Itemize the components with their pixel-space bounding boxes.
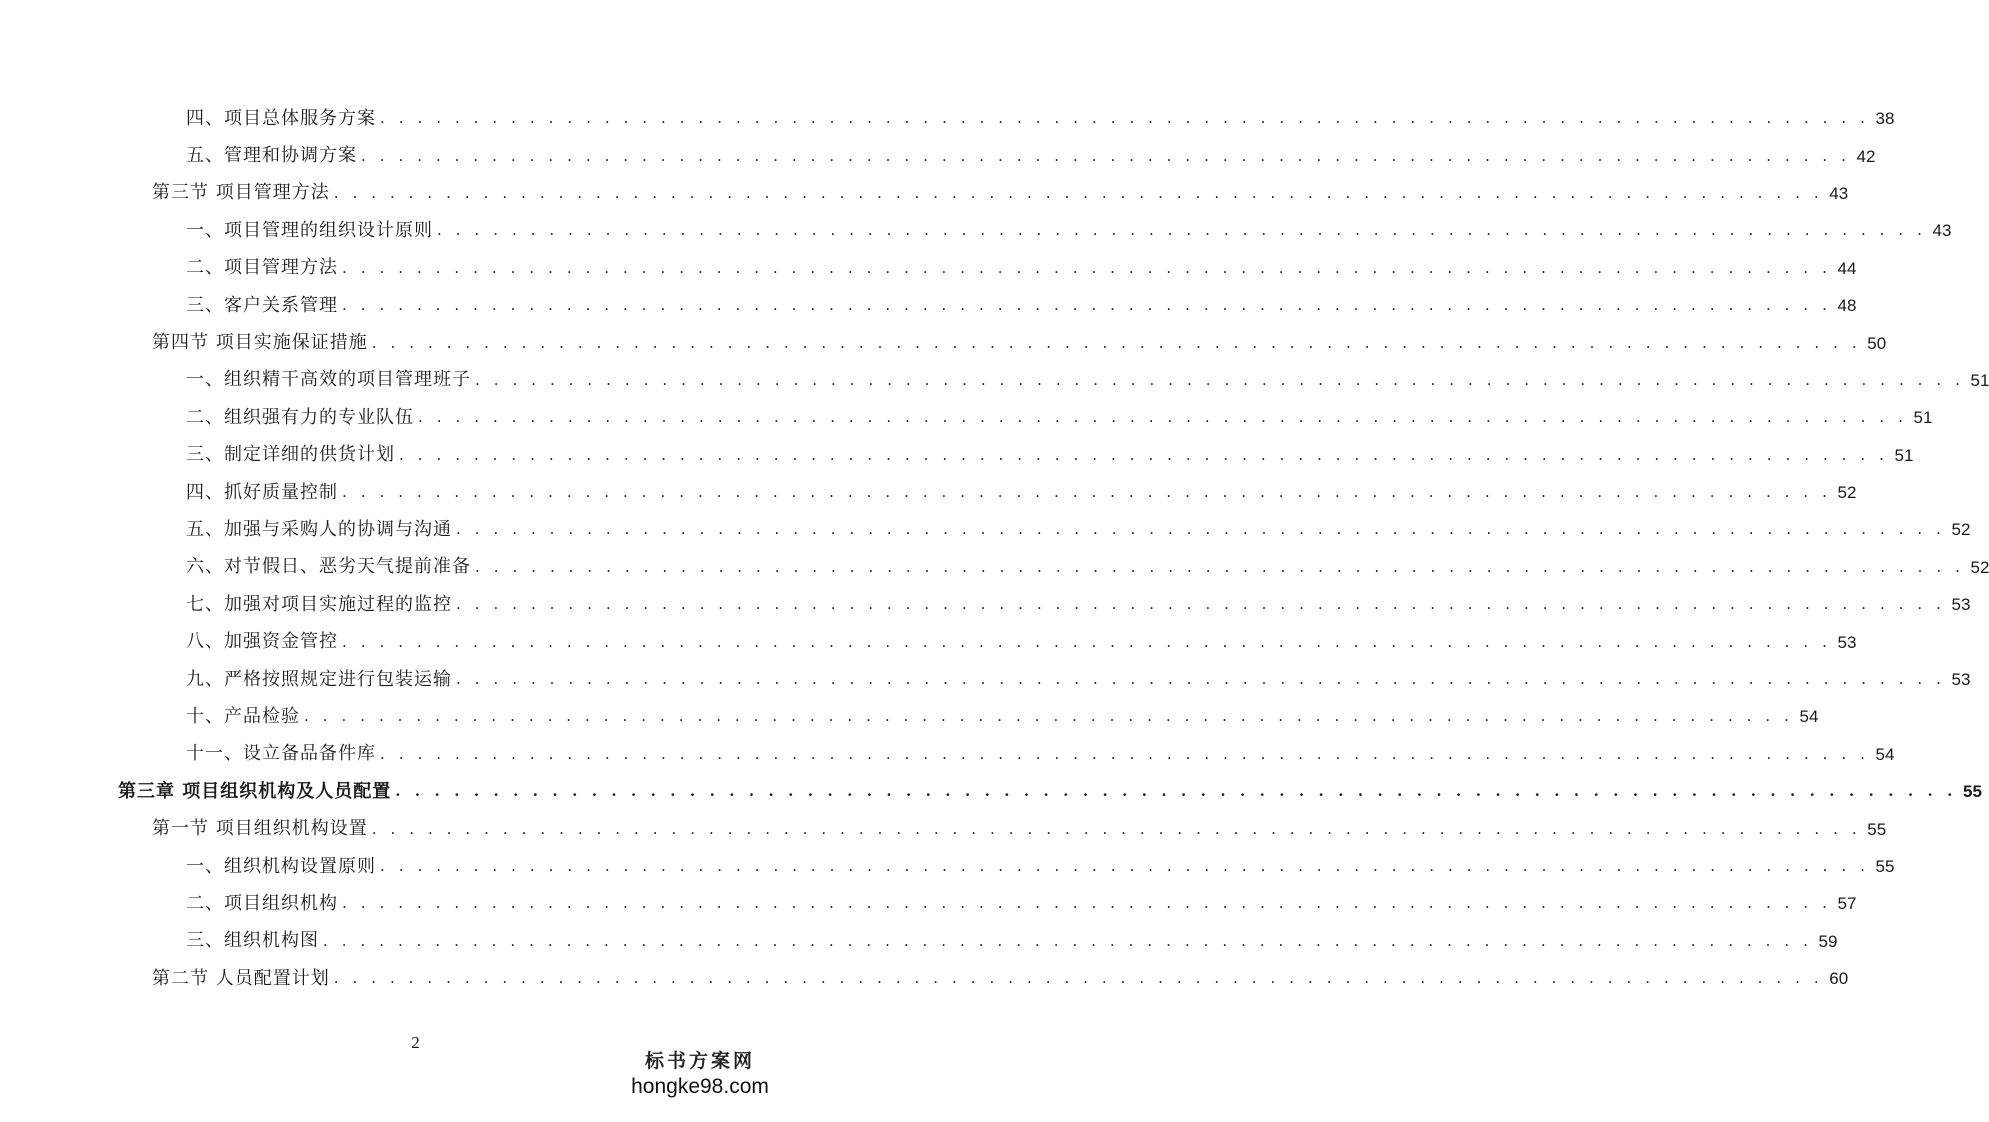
toc-entry[interactable] [0, 810, 1887, 847]
toc-entry[interactable] [0, 549, 1989, 586]
toc-entry-page: 43 [1829, 183, 1849, 203]
toc-entry-page: 43 [1932, 221, 1952, 241]
toc-dot-leader: . . . . . . . . . . . . . . . . . . . . . . . . . . . . . . . . . . . . . . . . . . . . . . . . . . . . . . . . . . . . . . . . . . . . . . . . . . . . . . . . [380, 744, 1870, 763]
toc-entry[interactable] [0, 623, 1857, 660]
toc-dot-leader: . . . . . . . . . . . . . . . . . . . . . . . . . . . . . . . . . . . . . . . . . . . . . . . . . . . . . . . . . . . . . . . . . . . . . . . . . . . . . . . . [333, 969, 1824, 988]
toc-entry-page: 51 [1970, 370, 1989, 390]
toc-entry-page: 54 [1875, 744, 1895, 764]
toc-dot-leader: . . . . . . . . . . . . . . . . . . . . . . . . . . . . . . . . . . . . . . . . . . . . . . . . . . . . . . . . . . . . . . . . . . . . . . . . . . . . . . . . [418, 408, 1908, 427]
toc-dot-leader: . . . . . . . . . . . . . . . . . . . . . . . . . . . . . . . . . . . . . . . . . . . . . . . . . . . . . . . . . . . . . . . . . . . . . . . . . . . . . . . . [456, 520, 1946, 539]
toc-entry-page: 42 [1856, 146, 1876, 166]
toc-entry[interactable] [0, 137, 1876, 174]
toc-entry[interactable] [0, 399, 1933, 436]
toc-entry-label: 一、组织机构设置原则 [186, 858, 380, 876]
toc-entry-page: 52 [1837, 483, 1857, 503]
toc-entry-label: 十、产品检验 [186, 708, 304, 726]
toc-entry-label: 四、项目总体服务方案 [186, 110, 380, 128]
toc-dot-leader: . . . . . . . . . . . . . . . . . . . . . . . . . . . . . . . . . . . . . . . . . . . . . . . . . . . . . . . . . . . . . . . . . . . . . . . . . . . . . . . . [399, 445, 1889, 464]
toc-entry[interactable] [0, 437, 1914, 474]
toc-entry-label: 二、项目组织机构 [186, 895, 342, 913]
toc-entry[interactable] [0, 586, 1971, 623]
toc-entry-label: 十一、设立备品备件库 [186, 745, 380, 763]
toc-entry[interactable] [0, 250, 1857, 287]
toc-entry-label: 一、组织精干高效的项目管理班子 [186, 371, 475, 389]
toc-entry[interactable] [0, 661, 1971, 698]
toc-entry[interactable] [0, 324, 1887, 361]
watermark [625, 1048, 775, 1110]
page-number: 2 [411, 1033, 420, 1052]
watermark-url: hongke98.com [631, 1075, 769, 1098]
toc-entry-label: 三、客户关系管理 [186, 297, 342, 315]
toc-dot-leader: . . . . . . . . . . . . . . . . . . . . . . . . . . . . . . . . . . . . . . . . . . . . . . . . . . . . . . . . . . . . . . . . . . . . . . . . . . . . . . . . [342, 483, 1832, 502]
toc-entry-page: 52 [1951, 520, 1971, 540]
watermark-title: 标书方案网 [644, 1050, 755, 1072]
toc-entry-label: 第三节 项目管理方法 [152, 184, 334, 202]
toc-entry-label: 第三章 项目组织机构及人员配置 [118, 783, 395, 801]
toc-entry-label: 八、加强资金管控 [186, 633, 342, 651]
toc-dot-leader: . . . . . . . . . . . . . . . . . . . . . . . . . . . . . . . . . . . . . . . . . . . . . . . . . . . . . . . . . . . . . . . . . . . . . . . . . . . . . . . . [380, 857, 1870, 875]
toc-entry-page: 51 [1913, 408, 1933, 428]
toc-entry-label: 三、组织机构图 [186, 932, 323, 950]
toc-entry-label: 第二节 人员配置计划 [152, 970, 334, 988]
toc-dot-leader: . . . . . . . . . . . . . . . . . . . . . . . . . . . . . . . . . . . . . . . . . . . . . . . . . . . . . . . . . . . . . . . . . . . . . . . . . . . . . . . . [342, 632, 1832, 651]
toc-entry[interactable] [0, 698, 1819, 735]
toc-dot-leader: . . . . . . . . . . . . . . . . . . . . . . . . . . . . . . . . . . . . . . . . . . . . . . . . . . . . . . . . . . . . . . . . . . . . . . . . . . . . . . . . [323, 931, 1813, 950]
toc-entry-label: 九、严格按照规定进行包装运输 [186, 671, 456, 689]
toc-entry-page: 59 [1818, 931, 1838, 951]
toc-dot-leader: . . . . . . . . . . . . . . . . . . . . . . . . . . . . . . . . . . . . . . . . . . . . . . . . . . . . . . . . . . . . . . . . . . . . . . . . . . . . . . . . [380, 109, 1870, 128]
toc-entry-page: 44 [1837, 258, 1857, 278]
toc-dot-leader: . . . . . . . . . . . . . . . . . . . . . . . . . . . . . . . . . . . . . . . . . . . . . . . . . . . . . . . . . . . . . . . . . . . . . . . . . . . . . . . . [456, 670, 1946, 689]
toc-dot-leader: . . . . . . . . . . . . . . . . . . . . . . . . . . . . . . . . . . . . . . . . . . . . . . . . . . . . . . . . . . . . . . . . . . . . . . . . . . . . . . . . [342, 894, 1832, 913]
toc-entry-page: 55 [1875, 857, 1895, 876]
toc-entry[interactable] [0, 175, 1849, 212]
toc-entry-page: 52 [1970, 557, 1989, 577]
toc-entry-page: 60 [1829, 969, 1849, 989]
toc-dot-leader: . . . . . . . . . . . . . . . . . . . . . . . . . . . . . . . . . . . . . . . . . . . . . . . . . . . . . . . . . . . . . . . . . . . . . . . . . . . . . . . . [371, 333, 1862, 352]
toc-dot-leader: . . . . . . . . . . . . . . . . . . . . . . . . . . . . . . . . . . . . . . . . . . . . . . . . . . . . . . . . . . . . . . . . . . . . . . . . . . . . . . . . [361, 146, 1851, 165]
table-of-contents [0, 100, 1989, 997]
toc-entry[interactable] [0, 287, 1857, 324]
toc-entry-page: 53 [1837, 632, 1857, 652]
toc-entry-page: 51 [1894, 445, 1914, 465]
toc-entry-page: 57 [1837, 894, 1857, 914]
toc-entry[interactable] [0, 885, 1857, 922]
toc-entry[interactable] [0, 773, 1982, 810]
toc-dot-leader: . . . . . . . . . . . . . . . . . . . . . . . . . . . . . . . . . . . . . . . . . . . . . . . . . . . . . . . . . . . . . . . . . . . . . . . . . . . . . . . . [475, 557, 1965, 576]
toc-entry-label: 五、加强与采购人的协调与沟通 [186, 521, 456, 539]
toc-entry[interactable] [0, 848, 1895, 885]
toc-dot-leader: . . . . . . . . . . . . . . . . . . . . . . . . . . . . . . . . . . . . . . . . . . . . . . . . . . . . . . . . . . . . . . . . . . . . . . . . . . . . . . . . [342, 258, 1832, 277]
toc-entry-label: 七、加强对项目实施过程的监控 [186, 596, 456, 614]
toc-dot-leader: . . . . . . . . . . . . . . . . . . . . . . . . . . . . . . . . . . . . . . . . . . . . . . . . . . . . . . . . . . . . . . . . . . . . . . . . . . . . . . . . [342, 296, 1832, 315]
toc-entry-page: 53 [1951, 670, 1971, 690]
toc-entry[interactable] [0, 212, 1952, 249]
toc-dot-leader: . . . . . . . . . . . . . . . . . . . . . . . . . . . . . . . . . . . . . . . . . . . . . . . . . . . . . . . . . . . . . . . . . . . . . . . . . . . . . . . . [437, 221, 1927, 240]
toc-entry-page: 48 [1837, 296, 1857, 316]
toc-dot-leader: . . . . . . . . . . . . . . . . . . . . . . . . . . . . . . . . . . . . . . . . . . . . . . . . . . . . . . . . . . . . . . . . . . . . . . . . . . . . . . . . [371, 819, 1862, 838]
toc-entry-page: 50 [1867, 333, 1887, 353]
toc-entry[interactable] [0, 511, 1971, 548]
toc-entry-label: 四、抓好质量控制 [186, 484, 342, 502]
toc-entry-page: 38 [1875, 109, 1895, 129]
toc-entry-label: 二、组织强有力的专业队伍 [186, 409, 418, 427]
toc-entry[interactable] [0, 100, 1895, 137]
toc-entry-label: 二、项目管理方法 [186, 259, 342, 277]
toc-entry[interactable] [0, 923, 1838, 960]
toc-entry-page: 54 [1799, 707, 1819, 727]
toc-entry-label: 五、管理和协调方案 [186, 147, 361, 165]
toc-entry-label: 一、项目管理的组织设计原则 [186, 222, 437, 240]
toc-dot-leader: . . . . . . . . . . . . . . . . . . . . . . . . . . . . . . . . . . . . . . . . . . . . . . . . . . . . . . . . . . . . . . . . . . . . . . . . . . . . . . . . [304, 707, 1794, 726]
toc-entry[interactable] [0, 736, 1895, 773]
toc-entry-page: 55 [1963, 782, 1982, 802]
toc-entry[interactable] [0, 362, 1989, 399]
toc-entry-page: 55 [1867, 819, 1887, 839]
toc-dot-leader: . . . . . . . . . . . . . . . . . . . . . . . . . . . . . . . . . . . . . . . . . . . . . . . . . . . . . . . . . . . . . . . . . . . . . . . . . . . . . . . . [395, 782, 1957, 801]
toc-dot-leader: . . . . . . . . . . . . . . . . . . . . . . . . . . . . . . . . . . . . . . . . . . . . . . . . . . . . . . . . . . . . . . . . . . . . . . . . . . . . . . . . [456, 595, 1946, 614]
toc-entry-label: 六、对节假日、恶劣天气提前准备 [186, 558, 475, 576]
toc-entry[interactable] [0, 960, 1849, 997]
toc-dot-leader: . . . . . . . . . . . . . . . . . . . . . . . . . . . . . . . . . . . . . . . . . . . . . . . . . . . . . . . . . . . . . . . . . . . . . . . . . . . . . . . . [475, 370, 1965, 389]
toc-entry-label: 第四节 项目实施保证措施 [152, 334, 372, 352]
toc-entry-page: 53 [1951, 595, 1971, 615]
toc-entry-label: 三、制定详细的供货计划 [186, 446, 399, 464]
toc-dot-leader: . . . . . . . . . . . . . . . . . . . . . . . . . . . . . . . . . . . . . . . . . . . . . . . . . . . . . . . . . . . . . . . . . . . . . . . . . . . . . . . . [333, 183, 1824, 202]
toc-entry-label: 第一节 项目组织机构设置 [152, 820, 372, 838]
toc-entry[interactable] [0, 474, 1857, 511]
